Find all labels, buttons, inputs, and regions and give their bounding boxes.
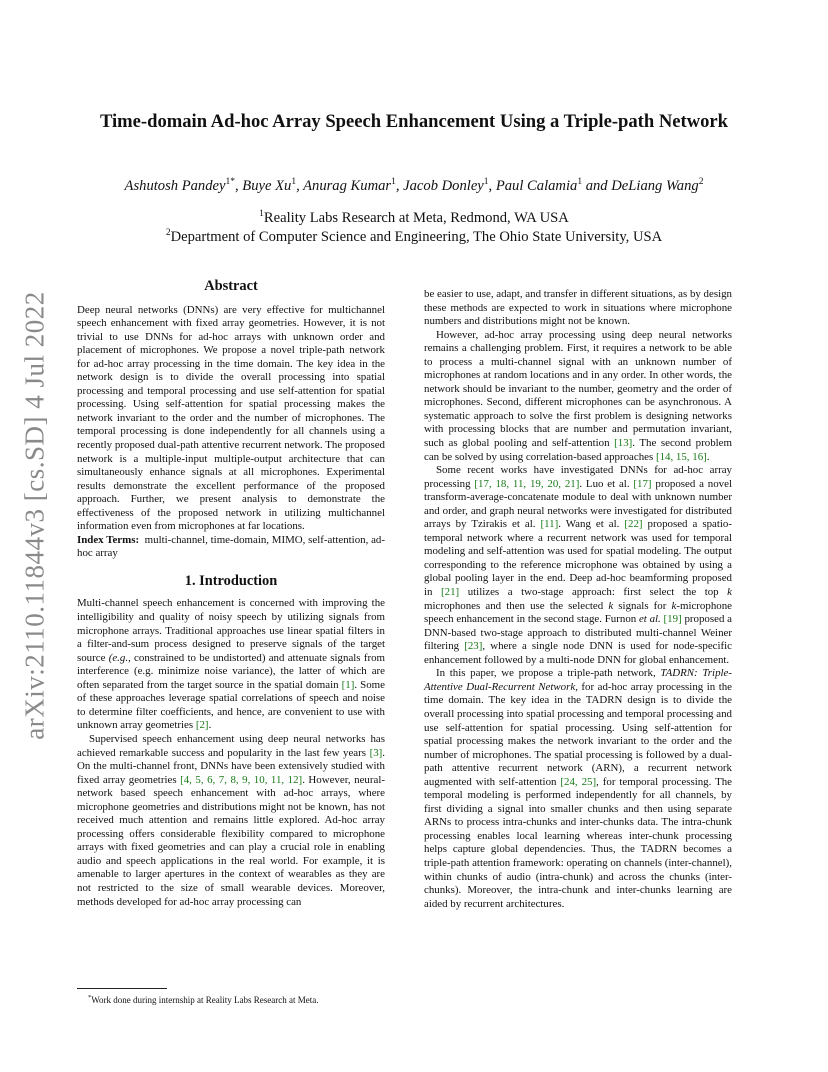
author-name: DeLiang Wang [611, 177, 699, 194]
abstract-heading: Abstract [204, 278, 258, 294]
footnote [88, 992, 388, 1006]
affiliation-1-sup: 1 [259, 209, 264, 219]
affiliation-2-text: Department of Computer Science and Engineering, The Ohio State University, USA [170, 228, 663, 245]
intro-paragraph-6 [424, 667, 732, 911]
author-separator: , [234, 177, 243, 194]
paragraph-text: . On the multi-channel front, DNNs have been extensively studied with fixed array geometries [77, 746, 385, 786]
citation-link[interactable]: [23] [464, 640, 483, 653]
citation-link[interactable]: [17] [633, 477, 652, 490]
author-list [60, 172, 768, 196]
intro-paragraph-3 [424, 288, 732, 329]
left-column [77, 280, 385, 909]
paragraph-text: Multi-channel speech enhancement is concerned with improving the intelligibility and quality of noisy speech by utilizing signals from microphone arrays. Traditional approaches use linear spatial filters in a filter-and-sum process designed to preserve signals of the target source [77, 597, 385, 664]
citation-link[interactable]: [13] [614, 437, 633, 450]
citation-link[interactable]: [22] [624, 518, 643, 531]
author-separator: and [582, 177, 612, 194]
paragraph-text: Some recent works have investigated DNNs for ad-hoc array processing [424, 464, 732, 490]
citation-link[interactable]: [14, 15, 16] [655, 450, 707, 463]
arxiv-id: arXiv:2110.11844v3 [cs.SD] 4 Jul 2022 [19, 290, 50, 740]
paragraph-text: . Luo et al. [579, 477, 634, 490]
footnote-text: Work done during internship at Reality Labs Research at Meta. [91, 995, 319, 1005]
paragraph-text: . The second problem can be solved by using correlation-based approaches [424, 437, 732, 463]
paragraph-text: However, ad-hoc array processing using deep neural networks remains a challenging problem. First, it requires a network to be able to process a multi-channel signal with an unknown number of microphones at random locations and in any order. In other words, the network should be invariant to the number, geometry and the order of microphones. Second, different microphones can be asynchronous. A systematic approach to solve the first problem is designing networks with processing blocks that are number and permutation invariant, such as global pooling and self-attention [424, 328, 732, 450]
paragraph-text: . Some of these approaches leverage spatial correlations of speech and noise to determine filter coefficients, and hence, are convenient to use with unknown array geometries [77, 678, 385, 732]
citation-link[interactable]: [17, 18, 11, 19, 20, 21] [474, 477, 580, 490]
paragraph-text: . [208, 719, 212, 732]
author-separator: , [395, 177, 404, 194]
citation-link[interactable]: [19] [663, 613, 682, 626]
author-name: Ashutosh Pandey [124, 177, 226, 194]
affiliation-2-sup: 2 [165, 228, 171, 238]
affiliation-1-text: Reality Labs Research at Meta, Redmond, WA USA [263, 209, 569, 226]
citation-link[interactable]: [21] [441, 586, 460, 599]
paper-title: Time-domain Ad-hoc Array Speech Enhancement Using a Triple-path Network [99, 111, 729, 132]
paragraph-text: , for ad-hoc array processing in the time domain. The key idea in the TADRN design is to divide the overall processing into spatial processing and temporal processing and use self-attention for spatial processing. Using self-attention for spatial processing makes the network invariant to the order and the number of microphones. The spatial processing is followed by a dual-path attentive recurrent network (ARN), a recurrent network augmented with self-attention [424, 680, 733, 788]
author-affiliation-mark: 1 [291, 177, 297, 187]
paragraph-text: . [706, 450, 710, 463]
paragraph-text: signals for [613, 599, 672, 612]
author-name: Anurag Kumar [303, 177, 392, 194]
citation-link[interactable]: [2] [195, 719, 209, 732]
paragraph-text: . Wang et al. [558, 518, 625, 531]
paragraph-text: microphones and then use the selected [424, 599, 609, 612]
citation-link[interactable]: [24, 25] [560, 775, 597, 788]
paragraph-text: (e.g. [108, 651, 129, 664]
index-terms-text: multi-channel, time-domain, MIMO, self-attention, ad-hoc array [77, 533, 385, 560]
right-column [424, 288, 732, 911]
paragraph-text: be easier to use, adapt, and transfer in different situations, as by design these methods are expected to work in situations where microphone numbers and distributions might not be known. [424, 288, 732, 328]
author-separator: , [488, 177, 496, 194]
footnote-mark: * [88, 994, 92, 1001]
author-affiliation-mark: 1 [577, 177, 583, 187]
author-affiliation-mark: 1* [225, 177, 235, 187]
paragraph-text: et al. [638, 613, 661, 626]
paragraph-text: k [608, 599, 614, 612]
citation-link[interactable]: [1] [341, 678, 355, 691]
paragraph-text: k [727, 586, 732, 599]
paragraph-text: proposed a spatio-temporal network where a recurrent network was used for temporal modeling and self-attention was used for spatial modeling. The output corresponding to the reference microphone was obtained by using a global pooling layer in the end. Deep ad-hoc beamforming proposed in [424, 518, 732, 599]
author-separator: , [296, 177, 304, 194]
intro-paragraph-1 [77, 597, 385, 732]
intro-paragraph-4 [424, 329, 732, 464]
section-heading-introduction: 1. Introduction [184, 572, 278, 589]
author-affiliation-mark: 1 [391, 177, 396, 187]
arxiv-stamp [18, 290, 52, 740]
paragraph-text: TADRN: Triple-Attentive Dual-Recurrent Network [424, 667, 732, 693]
paragraph-text: . However, neural-network based speech enhancement with ad-hoc arrays, where microphone geometries and distributions might not be known, has not received much attention and remains little explored. Ad-hoc array processing offers considerable flexibility compared to microphone arrays with fixed geometries and can play a crucial role in enabling audio and speech applications in the real world. For example, it is amenable to larger apertures in the context of wearables as they are not restricted to the size of small wearable devices. Moreover, methods developed for ad-hoc array processing can [77, 773, 385, 908]
author-affiliation-mark: 1 [483, 177, 489, 187]
author-name: Jacob Donley [403, 177, 484, 194]
author-name: Buye Xu [242, 177, 292, 194]
paragraph-text: , for temporal processing. The temporal modeling is performed independently for all channels, by first dividing a signal into smaller chunks and then using separate ARNs to process intra-chunks and inter-chunks data. The intra-chunk processing enables local learning whereas inter-chunk processing helps capture global dependencies. Thus, the TADRN becomes a triple-path attention framework: operating on channels (inter-channel), within chunks of audio (intra-chunk) and across the chunks (inter-chunks). Moreover, the intra-chunk and inter-chunks learning are aided by recurrent architectures. [424, 775, 732, 910]
footnote-rule [77, 988, 167, 989]
citation-link[interactable]: [4, 5, 6, 7, 8, 9, 10, 11, 12] [180, 773, 303, 786]
paragraph-text: proposed a novel transform-average-concatenate module to deal with unknown number and order, and graph neural networks were investigated for distributed arrays by Tzirakis et al. [424, 477, 732, 531]
paragraph-text: utilizes a two-stage approach: first select the top [459, 586, 728, 599]
paragraph-text: proposed a DNN-based two-stage approach to distributed multi-channel Weiner filtering [424, 613, 732, 653]
paragraph-text: , where a single node DNN is used for node-specific enhancement followed by a multi-node DNN for global enhancement. [424, 640, 733, 666]
affiliation-2 [60, 223, 768, 247]
author-affiliation-mark: 2 [698, 177, 704, 187]
paragraph-text: Supervised speech enhancement using deep neural networks has achieved remarkable success and popularity in the last few years [77, 732, 385, 759]
abstract-text: Deep neural networks (DNNs) are very effective for multichannel speech enhancement with fixed array geometries. However, it is not trivial to use DNNs for ad-hoc arrays with unknown order and placement of microphones. We propose a novel triple-path network for ad-hoc array processing in the time domain. The key idea in the network design is to divide the overall processing into spatial processing and temporal processing and use self-attention for spatial processing. Using self-attention for spatial processing makes the network invariant to the order and the number of microphones. The temporal processing is done independently for all channels using a recently proposed dual-path attentive recurrent network. The proposed network is a multiple-input multiple-output architecture that can simultaneously enhance signals at all microphones. Experimental results demonstrate the excellent performance of the proposed approach. Further, we present analysis to demonstrate the effectiveness of the proposed network in utilizing multichannel information even from microphones at far locations. [77, 303, 385, 533]
author-name: Paul Calamia [495, 177, 578, 194]
intro-paragraph-2 [77, 733, 385, 909]
paragraph-text: In this paper, we propose a triple-path network, [436, 667, 661, 680]
citation-link[interactable]: [3] [369, 746, 383, 759]
index-terms: Index Terms: multi-channel, time-domain, MIMO, self-attention, ad-hoc array [77, 533, 385, 560]
index-terms-label: Index Terms [77, 533, 136, 546]
citation-link[interactable]: [11] [540, 518, 559, 531]
intro-paragraph-5 [424, 464, 732, 667]
paragraph-text: -microphone speech enhancement in the second stage. Furnon [424, 599, 732, 626]
paragraph-text: , constrained to be undistorted) and attenuate signals from interference (e.g. minimize noise variance), the latter of which are often separated from the target source in the spatial domain [77, 651, 385, 691]
paragraph-text: k [671, 599, 677, 612]
